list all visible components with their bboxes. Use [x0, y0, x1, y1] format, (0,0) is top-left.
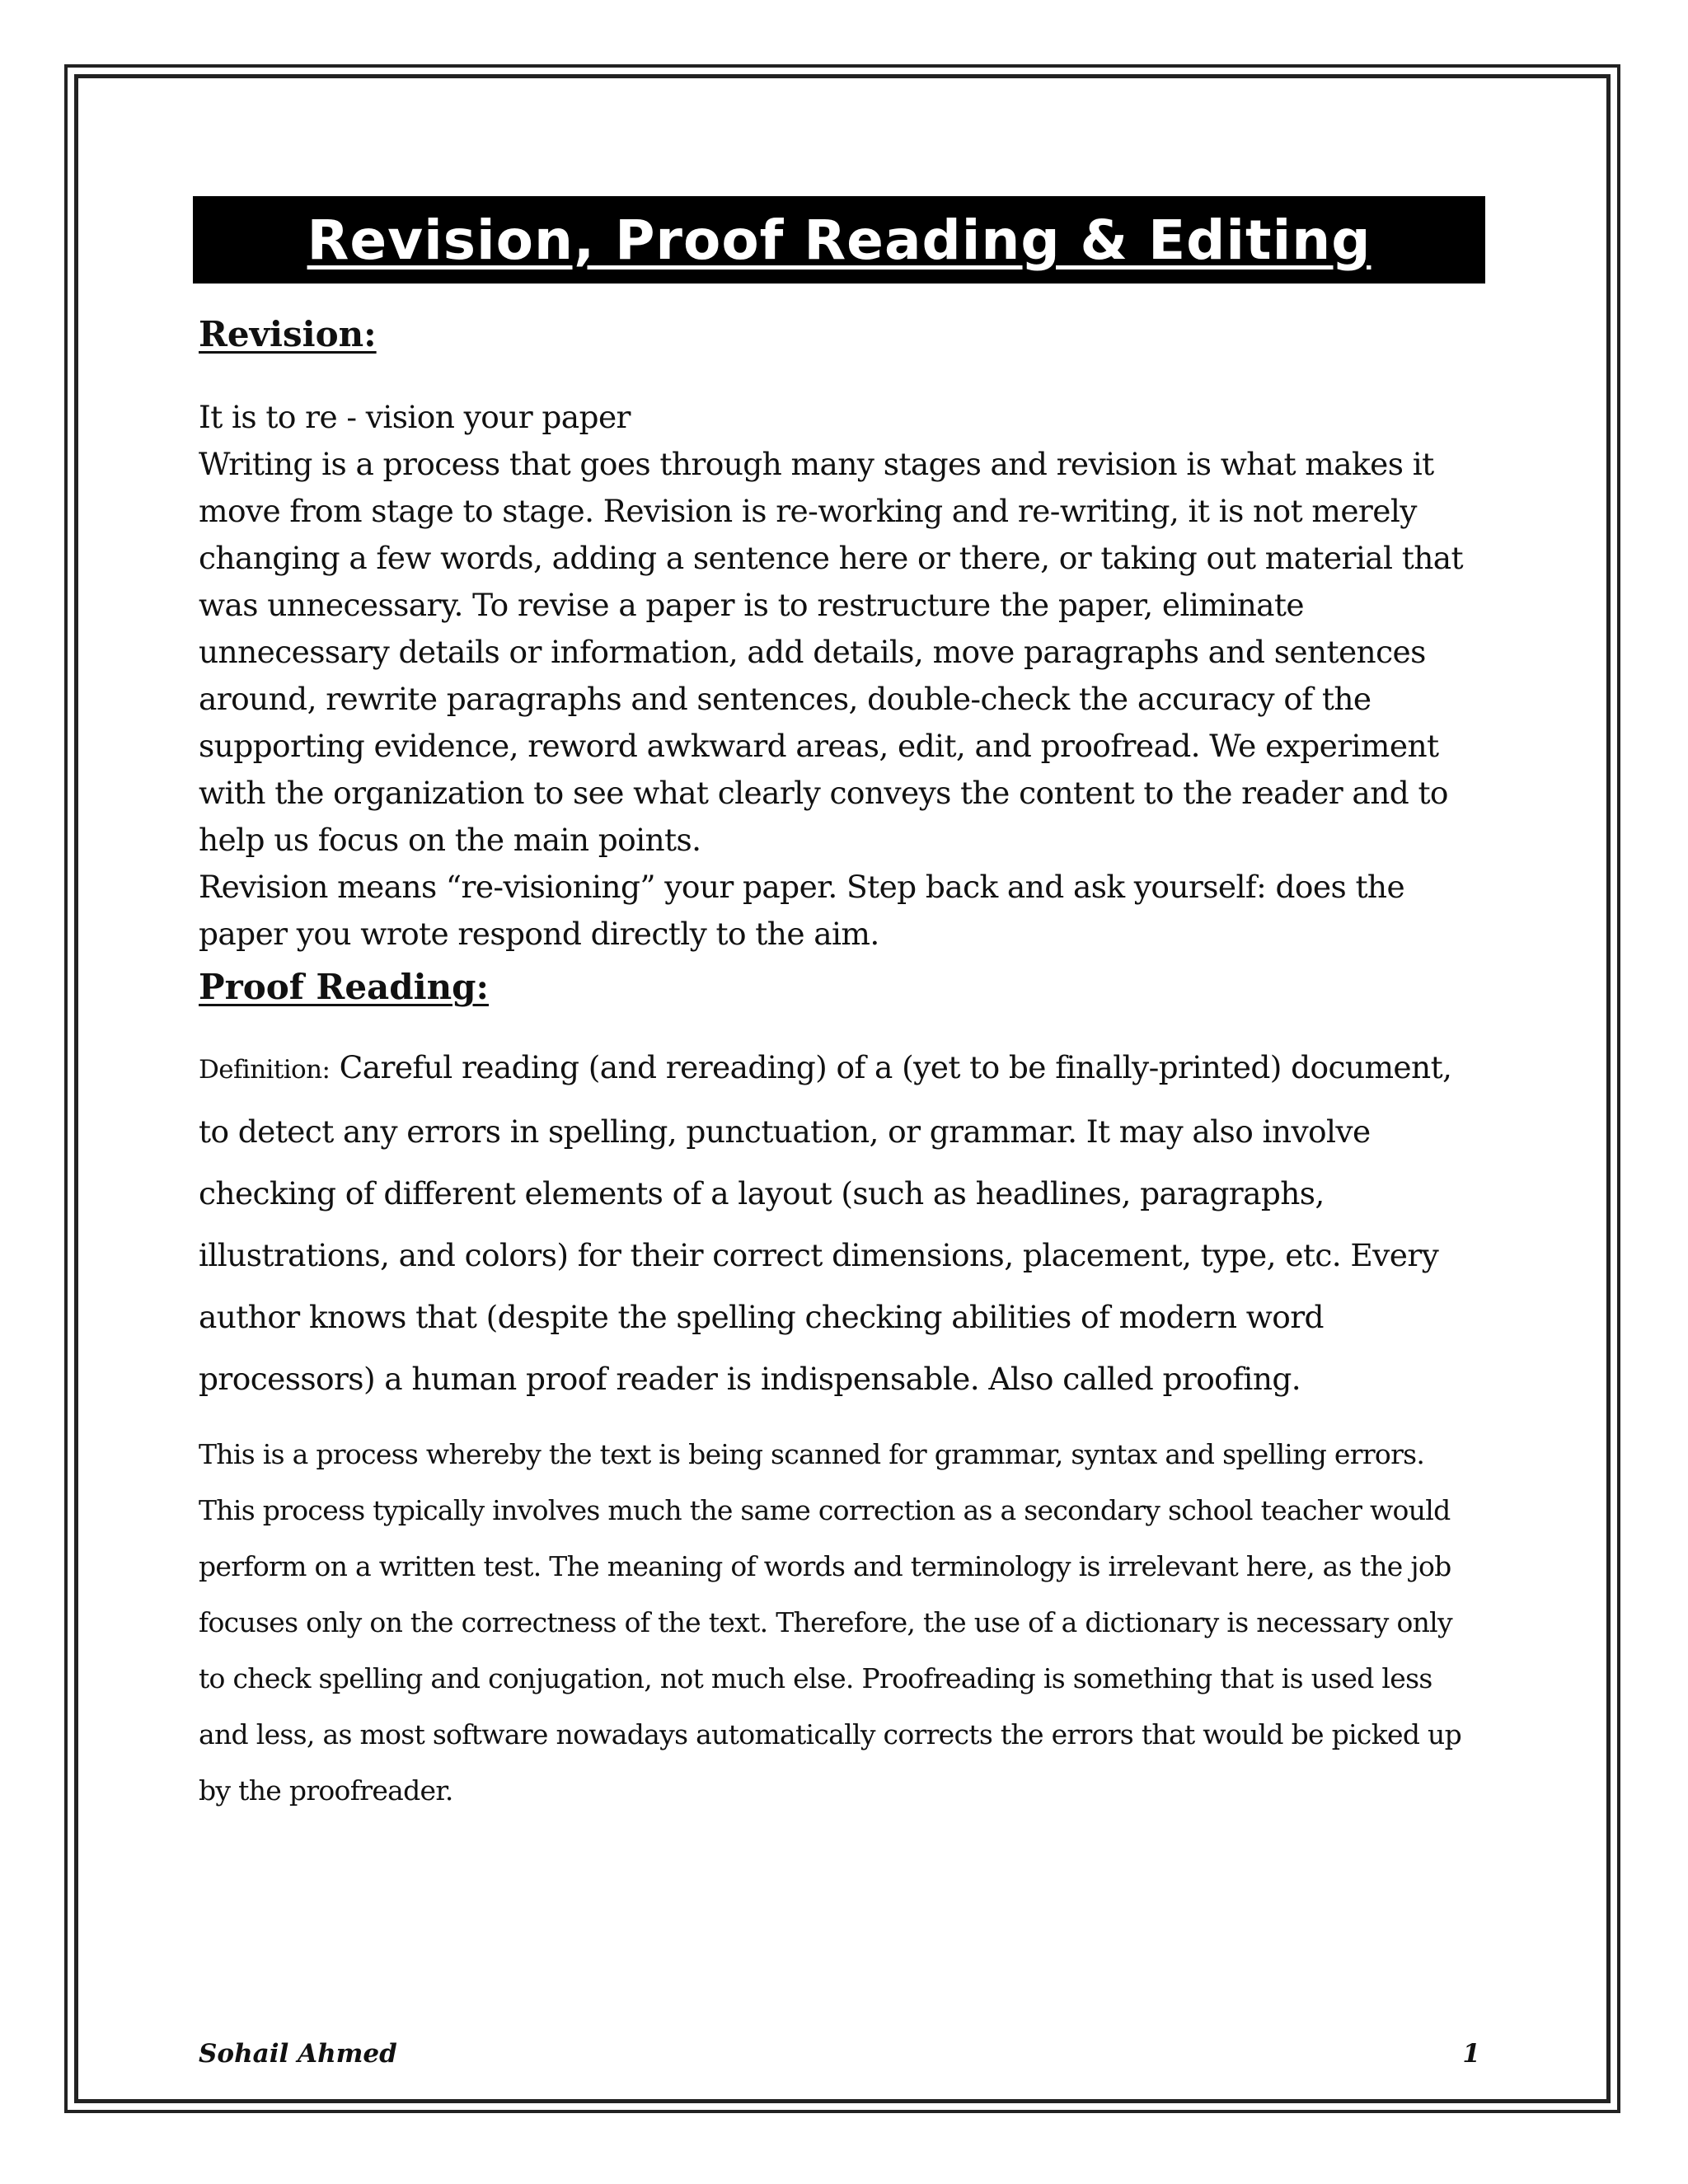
- revision-section: [199, 394, 1484, 958]
- definition-label: Definition:: [199, 1055, 331, 1085]
- definition-text: Careful reading (and rereading) of a (yet to be finally-printed) document, to detect any errors in spelling, punctuation, or grammar. It may also involve checking of different elements of a layout (such as headlines, paragraphs, illustrations, and colors) for their correct dimensions, placement, type, etc. Every author knows that (despite the spelling checking abilities of modern word processors) a human proof reader is indispensable. Also called proofing.: [199, 1049, 1452, 1397]
- footer-author: Sohail Ahmed: [199, 2039, 397, 2069]
- page-number: 1: [1462, 2039, 1480, 2069]
- revision-paragraph: Writing is a process that goes through many stages and revision is what makes it move from stage to stage. Revision is re-working and re-writing, it is not merely changing a few words, adding a sentence here or there, or taking out material that was unnecessary. To revise a paper is to restructure the paper, eliminate unnecessary details or information, add details, move paragraphs and sentences around, rewrite paragraphs and sentences, double-check the accuracy of the supporting evidence, reword awkward areas, edit, and proofread. We experiment with the organization to see what clearly conveys the content to the reader and to help us focus on the main points.: [199, 446, 1463, 858]
- proof-reading-heading: Proof Reading:: [199, 967, 489, 1007]
- revision-meaning: Revision means “re-visioning” your paper. Step back and ask yourself: does the paper you wrote respond directly to the aim.: [199, 869, 1405, 952]
- process-paragraph: This is a process whereby the text is being scanned for grammar, syntax and spelling errors. This process typically involves much the same correction as a secondary school teacher would perform on a written test. The meaning of words and terminology is irrelevant here, as the job focuses only on the correctness of the text. Therefore, the use of a dictionary is necessary only to check spelling and conjugation, not much else. Proofreading is something that is used less and less, as most software nowadays automatically corrects the errors that would be picked up by the proofreader.: [199, 1438, 1462, 1807]
- revision-heading: Revision:: [199, 314, 377, 354]
- revision-intro: It is to re - vision your paper: [199, 399, 631, 435]
- document-body: [199, 307, 1484, 1819]
- title-banner: [193, 196, 1485, 284]
- page-title: Revision, Proof Reading & Editing: [307, 208, 1372, 272]
- definition-paragraph: [199, 1037, 1484, 1410]
